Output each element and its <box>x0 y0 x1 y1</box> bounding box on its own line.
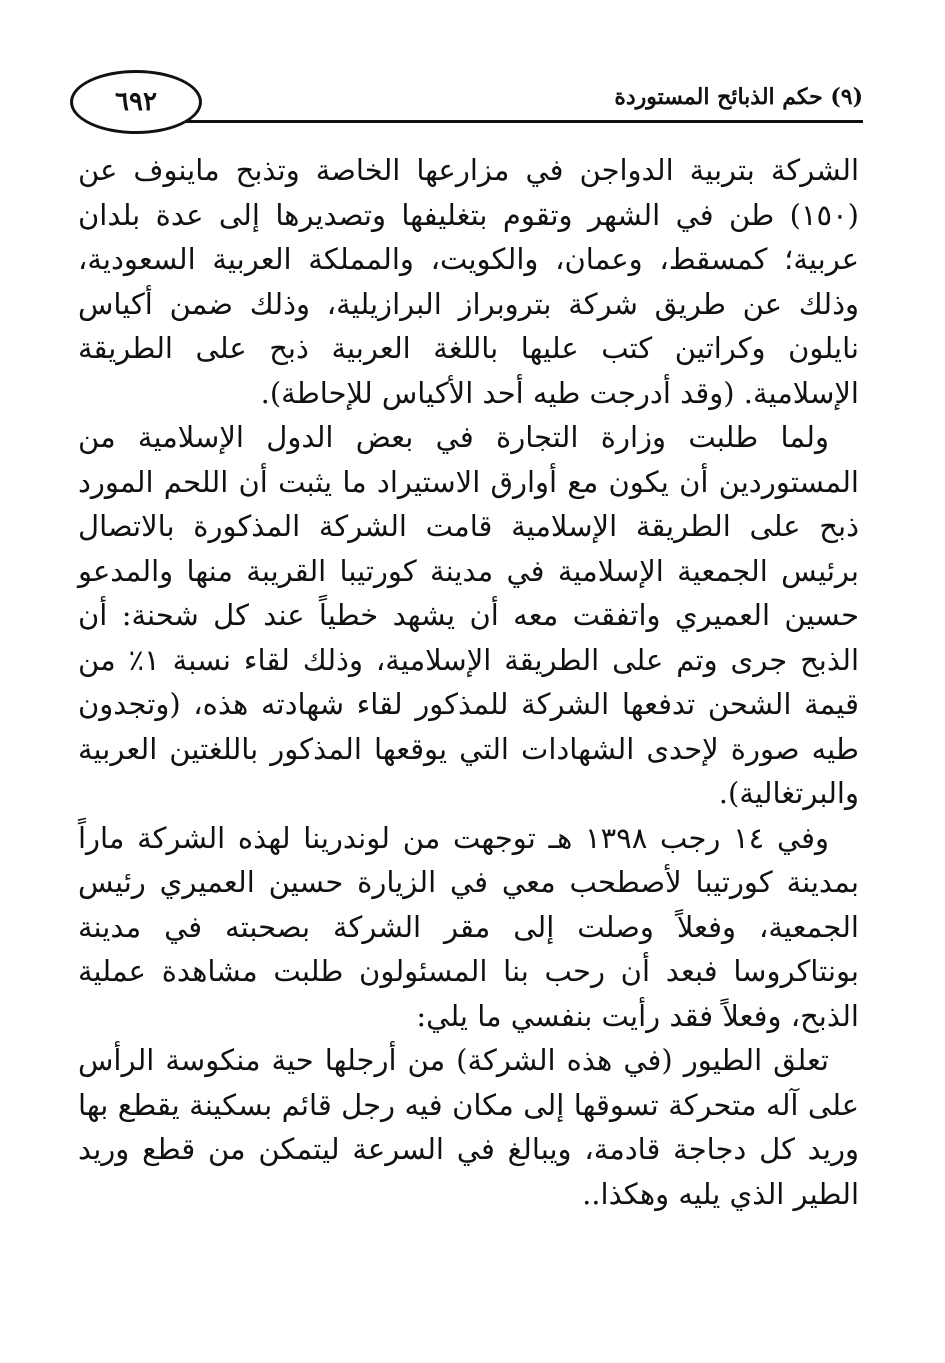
paragraph-4: تعلق الطيور (في هذه الشركة) من أرجلها حية منكوسة الرأس على آله متحركة تسوقها إلى مكان فيه رجل قائم بسكينة يقطع بها وريد كل دجاجة قادمة، ويبالغ في السرعة ليتمكن من قطع وريد الطير الذي يليه وهكذا.. <box>78 1043 859 1211</box>
paragraph-3: وفي ١٤ رجب ١٣٩٨ هـ توجهت من لوندرينا لهذه الشركة ماراً بمدينة كورتيبا لأصطحب معي في الزيارة حسين العميري رئيس الجمعية، وفعلاً وصلت إلى مقر الشركة بصحبته في مدينة بونتاكروسا فبعد أن رحب بنا المسئولون طلبت مشاهدة عملية الذبح، وفعلاً فقد رأيت بنفسي ما يلي: <box>78 820 859 1033</box>
running-title: (٩) حكم الذبائح المستوردة <box>614 84 863 110</box>
header-rule <box>180 120 863 123</box>
page-header <box>70 70 863 136</box>
paragraph-1: الشركة بتربية الدواجن في مزارعها الخاصة وتذبح ماينوف عن (١٥٠) طن في الشهر وتقوم بتغليفها وتصديرها إلى عدة بلدان عربية؛ كمسقط، وعمان، والكويت، والمملكة العربية السعودية، وذلك عن طريق شركة بتروبراز البرازيلية، وذلك ضمن أكياس نايلون وكراتين كتب عليها باللغة العربية ذبح على الطريقة الإسلامية. (وقد أدرجت طيه أحد الأكياس للإحاطة). <box>78 153 859 410</box>
paragraph-2: ولما طلبت وزارة التجارة في بعض الدول الإسلامية من المستوردين أن يكون مع أوارق الاستيراد ما يثبت أن اللحم المورد ذبح على الطريقة الإسلامية قامت الشركة المذكورة بالاتصال برئيس الجمعية الإسلامية في مدينة كورتيبا القريبة منها والمدعو حسين العميري واتفقت معه أن يشهد خطياً عند كل شحنة: أن الذبح جرى وتم على الطريقة الإسلامية، وذلك لقاء نسبة ١٪ من قيمة الشحن تدفعها الشركة للمذكور لقاء شهادته هذه، (وتجدون طيه صورة لإحدى الشهادات التي يوقعها المذكور باللغتين العربية والبرتغالية). <box>78 420 859 810</box>
page-number: ٦٩٢ <box>70 70 202 134</box>
page-body <box>78 148 859 1216</box>
